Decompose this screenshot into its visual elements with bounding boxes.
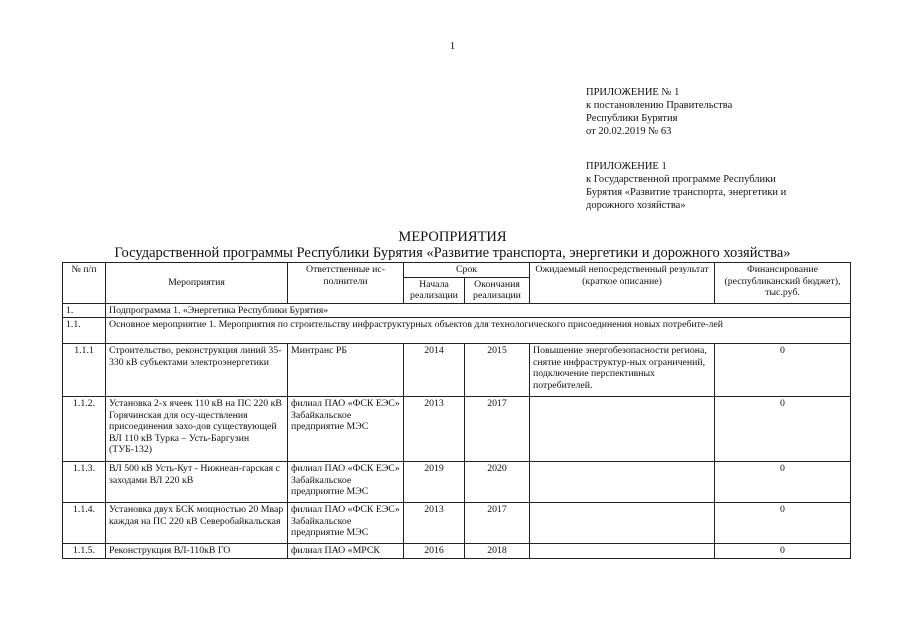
appendix-1-line2: к постановлению Правительства bbox=[586, 100, 733, 111]
document-subtitle: Государственной программы Республики Бурятия «Развитие транспорта, энергетики и дорожного хозяйства» bbox=[114, 245, 791, 261]
row-result bbox=[530, 503, 715, 544]
row-measure: Реконструкция ВЛ-110кВ ГО bbox=[106, 544, 288, 559]
header-funding: Финансирование (республиканский бюджет), тыс.руб. bbox=[715, 263, 851, 304]
row-funding: 0 bbox=[715, 503, 851, 544]
row-executor: филиал ПАО «ФСК ЕЭС» Забайкальское предприятие МЭС bbox=[288, 462, 404, 503]
appendix-1-line1: ПРИЛОЖЕНИЕ № 1 bbox=[586, 87, 680, 98]
main-measure-row bbox=[63, 318, 851, 344]
row-funding: 0 bbox=[715, 344, 851, 397]
main-measure-text: Основное мероприятие 1. Мероприятия по строительству инфраструктурных объектов для технологического присоединения новых потребите-лей bbox=[106, 318, 851, 344]
row-end: 2017 bbox=[465, 397, 530, 462]
header-measures: Мероприятия bbox=[106, 263, 288, 304]
subprogram-num: 1. bbox=[63, 303, 106, 318]
row-start: 2016 bbox=[404, 544, 465, 559]
header-start: Начала реализации bbox=[404, 277, 465, 303]
table-row bbox=[63, 344, 851, 397]
row-start: 2019 bbox=[404, 462, 465, 503]
row-start: 2013 bbox=[404, 503, 465, 544]
row-end: 2018 bbox=[465, 544, 530, 559]
row-num: 1.1.2. bbox=[63, 397, 106, 462]
row-num: 1.1.1 bbox=[63, 344, 106, 397]
row-measure: Строительство, реконструкция линий 35-330 кВ субъектами электроэнергетики bbox=[106, 344, 288, 397]
row-executor: Минтранс РБ bbox=[288, 344, 404, 397]
header-end: Окончания реализации bbox=[465, 277, 530, 303]
row-measure: ВЛ 500 кВ Усть-Кут - Нижнеан-гарская с заходами ВЛ 220 кВ bbox=[106, 462, 288, 503]
header-term: Срок bbox=[404, 263, 530, 278]
appendix-2-line4: дорожного хозяйства» bbox=[586, 200, 686, 211]
appendix-1-line3: Республики Бурятия bbox=[586, 113, 678, 124]
header-result: Ожидаемый непосредственный результат (краткое описание) bbox=[530, 263, 715, 304]
row-measure: Установка двух БСК мощностью 20 Мвар каждая на ПС 220 кВ Северобайкальская bbox=[106, 503, 288, 544]
row-executor: филиал ПАО «ФСК ЕЭС» Забайкальское предприятие МЭС bbox=[288, 397, 404, 462]
row-end: 2017 bbox=[465, 503, 530, 544]
appendix-2-line3: Бурятия «Развитие транспорта, энергетики и bbox=[586, 187, 787, 198]
appendix-2-line2: к Государственной программе Республики bbox=[586, 174, 776, 185]
row-executor: филиал ПАО «ФСК ЕЭС» Забайкальское предприятие МЭС bbox=[288, 503, 404, 544]
row-funding: 0 bbox=[715, 544, 851, 559]
row-executor: филиал ПАО «МРСК bbox=[288, 544, 404, 559]
subprogram-text: Подпрограмма 1. «Энергетика Республики Бурятия» bbox=[106, 303, 851, 318]
row-end: 2015 bbox=[465, 344, 530, 397]
row-start: 2013 bbox=[404, 397, 465, 462]
appendix-2-line1: ПРИЛОЖЕНИЕ 1 bbox=[586, 161, 667, 172]
table-row bbox=[63, 503, 851, 544]
row-num: 1.1.3. bbox=[63, 462, 106, 503]
row-start: 2014 bbox=[404, 344, 465, 397]
subprogram-row bbox=[63, 303, 851, 318]
row-num: 1.1.4. bbox=[63, 503, 106, 544]
table-row bbox=[63, 544, 851, 559]
appendix-program-block bbox=[586, 160, 786, 212]
row-funding: 0 bbox=[715, 397, 851, 462]
appendix-1-line4: от 20.02.2019 № 63 bbox=[586, 126, 672, 137]
row-measure: Установка 2-х ячеек 110 кВ на ПС 220 кВ Горячинская для осу-ществления присоединения захо-дов существующей ВЛ 110 кВ Турка – Усть-Баргузин (ТУБ-132) bbox=[106, 397, 288, 462]
row-result: Повышение энергобезопасности региона, снятие инфраструктур-ных ограничений, подключение перспективных потребителей. bbox=[530, 344, 715, 397]
header-num: № п/п bbox=[63, 263, 106, 304]
table-row bbox=[63, 462, 851, 503]
page-number: 1 bbox=[449, 40, 456, 52]
row-result bbox=[530, 544, 715, 559]
table-row bbox=[63, 397, 851, 462]
measures-table bbox=[62, 262, 851, 559]
row-result bbox=[530, 462, 715, 503]
row-result bbox=[530, 397, 715, 462]
table-header-row bbox=[63, 263, 851, 278]
row-num: 1.1.5. bbox=[63, 544, 106, 559]
main-measure-num: 1.1. bbox=[63, 318, 106, 344]
header-executors: Ответственные ис-полнители bbox=[288, 263, 404, 304]
row-funding: 0 bbox=[715, 462, 851, 503]
appendix-resolution-block bbox=[586, 86, 732, 138]
row-end: 2020 bbox=[465, 462, 530, 503]
document-title: МЕРОПРИЯТИЯ bbox=[398, 229, 507, 245]
